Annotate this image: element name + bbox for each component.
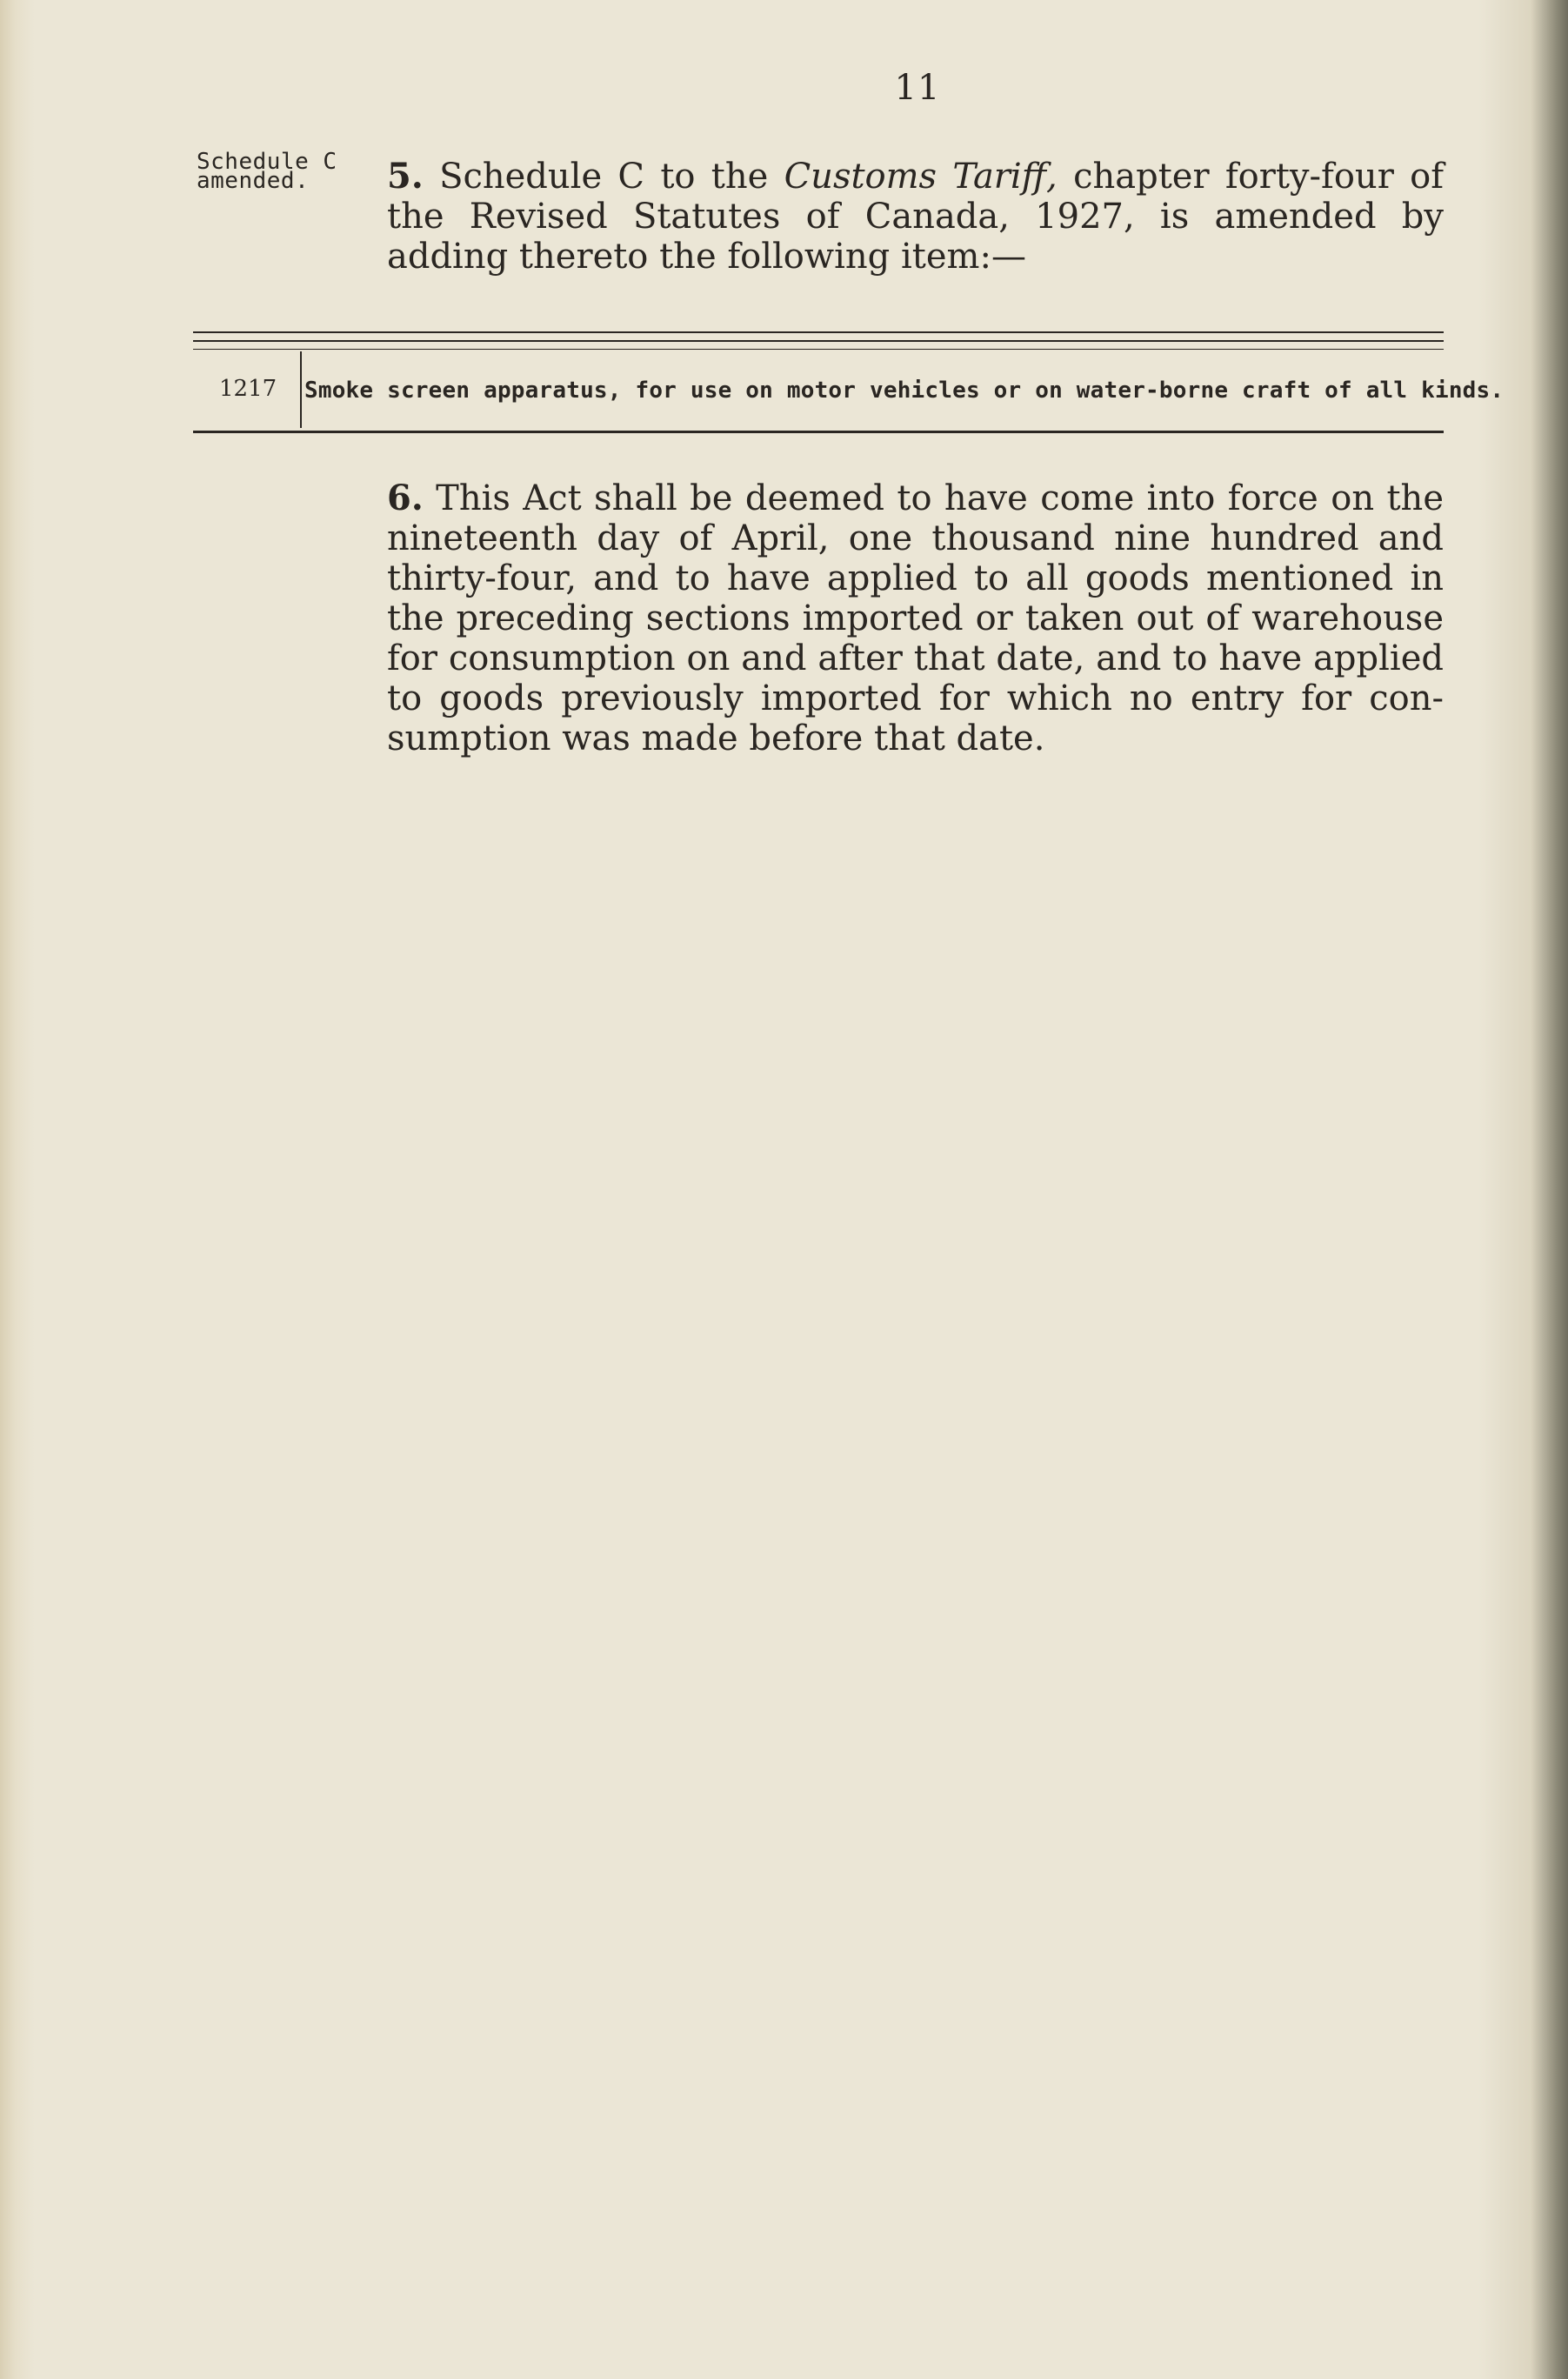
section-6-text: This Act shall be deemed to have come into force on the nineteenth day of April, one thousand nine hundred and thirty-four, and to have applied to all goods mentioned in the preceding sections imported or taken out of warehouse for consumption on and after that date, and to have applied to goods previously imported for which no entry for con-sumption was made before that date. <box>387 478 1444 758</box>
section-5-text-before: Schedule C to the <box>439 157 784 197</box>
section-5-text-after: chapter forty-four of the Revised Statutes of Canada, 1927, is amended by adding thereto the following item:— <box>387 157 1444 277</box>
table-bottom-rule <box>193 431 1444 433</box>
margin-note <box>197 149 370 194</box>
margin-note-line1: Schedule C <box>197 149 337 175</box>
section-6-number: 6. <box>387 478 424 518</box>
tariff-item-number: 1217 <box>219 376 277 402</box>
margin-note-line2: amended. <box>197 168 310 194</box>
section-5-text <box>387 157 1444 277</box>
section-5-paragraph <box>387 157 1444 277</box>
table-top-rule-3 <box>193 349 1444 350</box>
section-6-paragraph <box>387 478 1444 758</box>
table-column-divider <box>300 351 302 428</box>
page-number: 11 <box>894 68 941 108</box>
section-5-number: 5. <box>387 156 424 197</box>
section-5-italic-title: Customs Tariff, <box>784 157 1058 197</box>
table-top-rule-2 <box>193 340 1444 342</box>
tariff-item-description: Smoke screen apparatus, for use on motor vehicles or on water-borne craft of all kinds. <box>304 378 1505 404</box>
table-top-rule-1 <box>193 331 1444 333</box>
